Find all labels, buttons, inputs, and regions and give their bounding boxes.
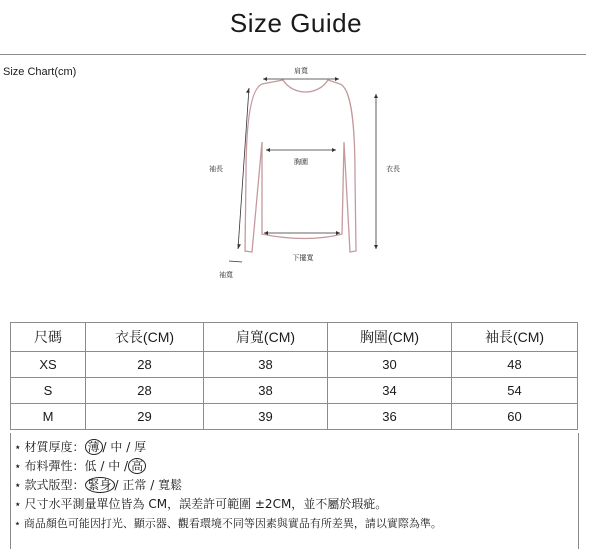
table-cell: 36 [328,404,452,430]
note-fit [14,476,442,495]
table-cell: S [11,378,86,404]
table-cell: 39 [204,404,328,430]
thickness-selected: 薄 [85,439,103,455]
elasticity-selected: 高 [128,458,146,474]
note-color [14,514,442,533]
shirt-outline [245,80,356,252]
size-table [10,322,578,430]
table-cell: 38 [204,352,328,378]
table-cell: 28 [86,352,204,378]
note-elasticity [14,457,442,476]
star-icon: ⋆ [14,497,22,511]
header-sleeve-length: 袖長(CM) [452,323,578,352]
table-cell: 30 [328,352,452,378]
body-length-label: 衣長 [386,165,400,173]
measurement-text: 尺寸水平測量單位皆為 CM，誤差許可範圍 ±2CM，並不屬於瑕疵。 [24,497,388,511]
star-icon: ⋆ [14,478,22,492]
product-notes [14,438,442,533]
note-measurement [14,495,442,514]
fit-label: 款式版型： [24,478,85,492]
fit-options: / 正常 / 寬鬆 [114,478,183,492]
table-cell: M [11,404,86,430]
table-cell: 28 [86,378,204,404]
note-thickness [14,438,442,457]
header-size: 尺碼 [11,323,86,352]
thickness-label: 材質厚度： [24,440,85,454]
table-cell: 60 [452,404,578,430]
size-chart-label: Size Chart(cm) [3,66,77,78]
table-cell: 34 [328,378,452,404]
sleeve-width-label: 袖寬 [219,271,233,279]
header-chest: 胸圍(CM) [328,323,452,352]
star-icon: ⋆ [14,517,21,530]
table-row [11,378,578,404]
table-cell: 29 [86,404,204,430]
star-icon: ⋆ [14,440,22,454]
chest-label: 胸圍 [294,158,308,166]
table-header-row [11,323,578,352]
star-icon: ⋆ [14,459,22,473]
sleeve-width-arrow [229,261,242,262]
table-row [11,352,578,378]
hem-label: 下擺寬 [292,254,314,262]
thickness-options: / 中 / 厚 [102,440,147,454]
table-cell: XS [11,352,86,378]
sleeve-length-label: 袖長 [209,165,223,173]
page-title: Size Guide [229,8,363,38]
table-row [11,404,578,430]
header-body-length: 衣長(CM) [86,323,204,352]
table-cell: 48 [452,352,578,378]
title-divider [0,54,586,55]
sleeve-length-arrow [238,88,249,249]
fit-selected: 緊身 [85,477,115,493]
garment-diagram [0,56,592,286]
header-shoulder: 肩寬(CM) [204,323,328,352]
table-cell: 54 [452,378,578,404]
elasticity-options: 低 / 中 / [84,459,129,473]
color-text: 商品顏色可能因打光、顯示器、觀看環境不同等因素與實品有所差異，請以實際為準。 [23,517,442,530]
elasticity-label: 布料彈性： [24,459,85,473]
table-cell: 38 [204,378,328,404]
shoulder-label: 肩寬 [294,67,308,75]
